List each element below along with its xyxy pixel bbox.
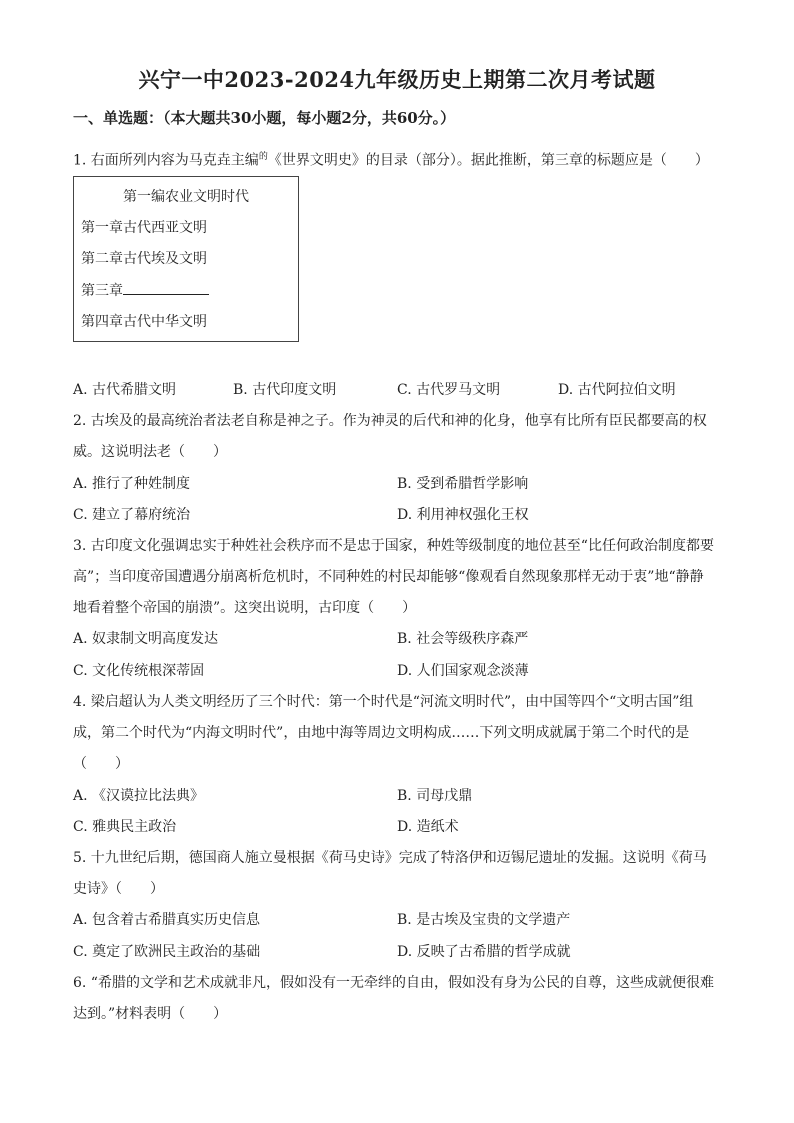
question-1-stem-superscript: 的 bbox=[258, 152, 268, 162]
question-3-line-3: 地看着整个帝国的崩溃”。这突出说明，古印度（ ） bbox=[73, 600, 417, 616]
question-4-option-d[interactable]: D. 造纸术 bbox=[397, 819, 459, 835]
question-1-stem-part-a: 1. 右面所列内容为马克垚主编 bbox=[73, 152, 259, 169]
question-3-option-d[interactable]: D. 人们国家观念淡薄 bbox=[397, 663, 529, 679]
question-5-option-c[interactable]: C. 奠定了欧洲民主政治的基础 bbox=[73, 944, 261, 960]
question-3-option-b[interactable]: B. 社会等级秩序森严 bbox=[397, 631, 529, 647]
question-4-line-1: 4. 梁启超认为人类文明经历了三个时代：第一个时代是“河流文明时代”，由中国等四个“文明古国”组 bbox=[73, 694, 694, 710]
question-3-line-1: 3. 古印度文化强调忠实于种姓社会秩序而不是忠于国家，种姓等级制度的地位甚至“比任何政治制度都要 bbox=[73, 538, 714, 554]
question-1-stem bbox=[73, 147, 709, 171]
question-4-option-b[interactable]: B. 司母戊鼎 bbox=[397, 788, 473, 804]
question-5-line-1: 5. 十九世纪后期，德国商人施立曼根据《荷马史诗》完成了特洛伊和迈锡尼遗址的发掘。这说明《荷马 bbox=[73, 850, 707, 866]
question-4-line-3: （ ） bbox=[73, 756, 129, 772]
section-heading: 一、单选题：（本大题共30小题，每小题2分，共60分。） bbox=[73, 109, 456, 127]
question-3-option-c[interactable]: C. 文化传统根深蒂固 bbox=[73, 663, 205, 679]
question-5-option-d[interactable]: D. 反映了古希腊的哲学成就 bbox=[397, 944, 571, 960]
question-1-option-d[interactable]: D. 古代阿拉伯文明 bbox=[558, 382, 676, 398]
question-6-line-1: 6. “希腊的文学和艺术成就非凡，假如没有一无牵绊的自由，假如没有身为公民的自尊，这些成就便很难 bbox=[73, 975, 714, 991]
question-5-option-a[interactable]: A. 包含着古希腊真实历史信息 bbox=[73, 912, 261, 928]
question-2-option-c[interactable]: C. 建立了幕府统治 bbox=[73, 507, 191, 523]
toc-chapter-3-label: 第三章 bbox=[81, 283, 123, 299]
question-4-line-2: 成，第二个时代为“内海文明时代”，由地中海等周边文明构成……下列文明成就属于第二个时代的是 bbox=[73, 725, 690, 741]
question-2-option-b[interactable]: B. 受到希腊哲学影响 bbox=[397, 476, 529, 492]
toc-chapter-3 bbox=[81, 280, 209, 301]
toc-chapter-1: 第一章古代西亚文明 bbox=[81, 220, 207, 236]
question-3-line-2: 高”；当印度帝国遭遇分崩离析危机时，不同种姓的村民却能够“像观看自然现象那样无动于衷”地“静静 bbox=[73, 569, 704, 585]
question-6-line-2: 达到。”材料表明（ ） bbox=[73, 1006, 228, 1022]
toc-chapter-4: 第四章古代中华文明 bbox=[81, 314, 207, 330]
question-2-option-a[interactable]: A. 推行了种姓制度 bbox=[73, 476, 191, 492]
exam-title: 兴宁一中2023-2024九年级历史上期第二次月考试题 bbox=[138, 67, 656, 92]
question-1-option-b[interactable]: B. 古代印度文明 bbox=[233, 382, 337, 398]
question-2-line-1: 2. 古埃及的最高统治者法老自称是神之子。作为神灵的后代和神的化身，他享有比所有臣民都要高的权 bbox=[73, 413, 707, 429]
question-2-line-2: 威。这说明法老（ ） bbox=[73, 444, 227, 460]
question-1-option-c[interactable]: C. 古代罗马文明 bbox=[397, 382, 501, 398]
question-1-stem-part-b: 《世界文明史》的目录（部分）。据此推断，第三章的标题应是（ ） bbox=[267, 152, 709, 169]
question-5-option-b[interactable]: B. 是古埃及宝贵的文学遗产 bbox=[397, 912, 571, 928]
toc-chapter-2: 第二章古代埃及文明 bbox=[81, 251, 207, 267]
question-4-option-a[interactable]: A. 《汉谟拉比法典》 bbox=[73, 788, 205, 804]
question-4-option-c[interactable]: C. 雅典民主政治 bbox=[73, 819, 177, 835]
toc-header: 第一编农业文明时代 bbox=[123, 189, 249, 205]
table-of-contents-box bbox=[73, 176, 299, 342]
question-5-line-2: 史诗》（ ） bbox=[73, 881, 164, 897]
question-2-option-d[interactable]: D. 利用神权强化王权 bbox=[397, 507, 529, 523]
question-1-option-a[interactable]: A. 古代希腊文明 bbox=[73, 382, 177, 398]
toc-chapter-3-blank bbox=[123, 280, 209, 295]
question-3-option-a[interactable]: A. 奴隶制文明高度发达 bbox=[73, 631, 219, 647]
